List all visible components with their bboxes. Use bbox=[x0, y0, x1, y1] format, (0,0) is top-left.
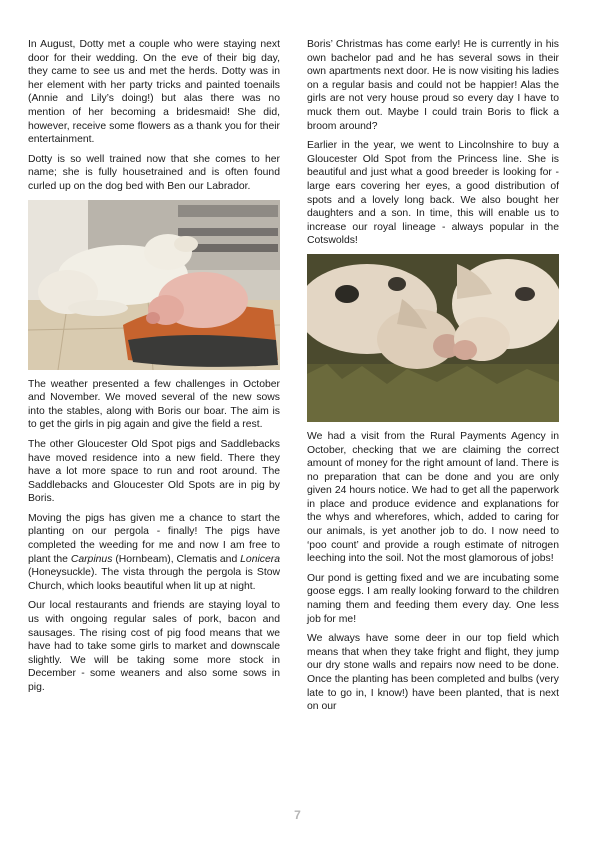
left-column bbox=[28, 38, 280, 701]
photo-pigs bbox=[307, 254, 559, 422]
paragraph-boris-christmas: Boris’ Christmas has come early! He is currently in his own bachelor pad and he has several sows in their own apartments next door. He is now visiting his ladies on a regular basis and could not be happier! Alas the girls are not very house proud so every day I have to muck them out. Maybe I could train Boris to flick a broom around? bbox=[307, 39, 559, 132]
paragraph-pond: Our pond is getting fixed and we are incubating some goose eggs. I am really looking forward to the children naming them and feeding them every day. One less job for me! bbox=[307, 572, 559, 625]
paragraph-pergola: Moving the pigs has given me a chance to start the planting on our pergola - finally! The pigs have completed the weeding for me and now I am free to plant the Carpinus (Hornbeam), Clematis and Lonicera (Honeysuckle). The vista through the pergola is Stow Church, which looks beautiful when lit up at night. bbox=[28, 512, 281, 592]
paragraph-dotty-wedding: In August, Dotty met a couple who were staying next door for their wedding. On the eve of their big day, they came to see us and met the herds. Dotty was in her element with her party tricks and painted toenails (Annie and Lily’s doing!) but alas there was no mention of her becoming a bridesmaid! She did, however, receive some flowers as a thank you for their entertainment. bbox=[28, 39, 280, 146]
pigs-image bbox=[307, 254, 559, 422]
page-number: 7 bbox=[294, 808, 301, 822]
photo-dog-and-pig bbox=[28, 200, 280, 370]
paragraph-weather: The weather presented a few challenges in October and November. We moved several of the new sows into the stables, along with Boris our boar. The aim is to get the girls in pig again and give the field a rest. bbox=[28, 378, 280, 431]
lonicera-name: Lonicera bbox=[240, 553, 281, 565]
paragraph-lincolnshire: Earlier in the year, we went to Lincolnshire to buy a Gloucester Old Spot from the Princess line. She is beautiful and just what a good breeder is looking for - large ears covering her eyes, a good distribution of spots and a lovely long back. We also bought her daughters and a son. In time, this will enable us to increase our royal lineage - always popular in the Cotswolds! bbox=[307, 140, 559, 247]
right-column bbox=[307, 38, 559, 720]
dog-and-pig-image bbox=[28, 200, 280, 370]
paragraph-deer: We always have some deer in our top field which means that when they take fright and flight, they jump our dry stone walls and repairs now need to be done. Once the planting has been completed and bulbs (very late to go in, I know!) have been planted, that is next on our bbox=[307, 633, 559, 713]
paragraph-rural-payments: We had a visit from the Rural Payments Agency in October, checking that we are claiming the correct amount of money for the right amount of land. There is no preparation that can be done and you are only given 24 hours notice. We had to get all the paperwork in place and produce evidence and explanations for the whys and wherefores, which, added to caring for our animals, is yet another job to do. I now need to ‘poo count’ and provide a rough estimate of nitrogen leeching into the soil. Not the most glamorous of jobs! bbox=[307, 430, 559, 565]
paragraph-dotty-trained: Dotty is so well trained now that she comes to her name; she is fully housetrained and is often found curled up on the dog bed with Ben our Labrador. bbox=[28, 153, 280, 192]
carpinus-name: Carpinus bbox=[70, 553, 113, 565]
paragraph-new-field: The other Gloucester Old Spot pigs and Saddlebacks have moved residence into a new field. There they have a lot more space to run and root around. The Saddlebacks and Gloucester Old Spots are in pig by Boris. bbox=[28, 438, 280, 505]
paragraph-sales: Our local restaurants and friends are staying loyal to us with ongoing regular sales of pork, bacon and sausages. The rising cost of pig food means that we have had to take some girls to market and downscale slightly. We will be taking some more stock in December - some weaners and also some sows in pig. bbox=[28, 600, 280, 693]
